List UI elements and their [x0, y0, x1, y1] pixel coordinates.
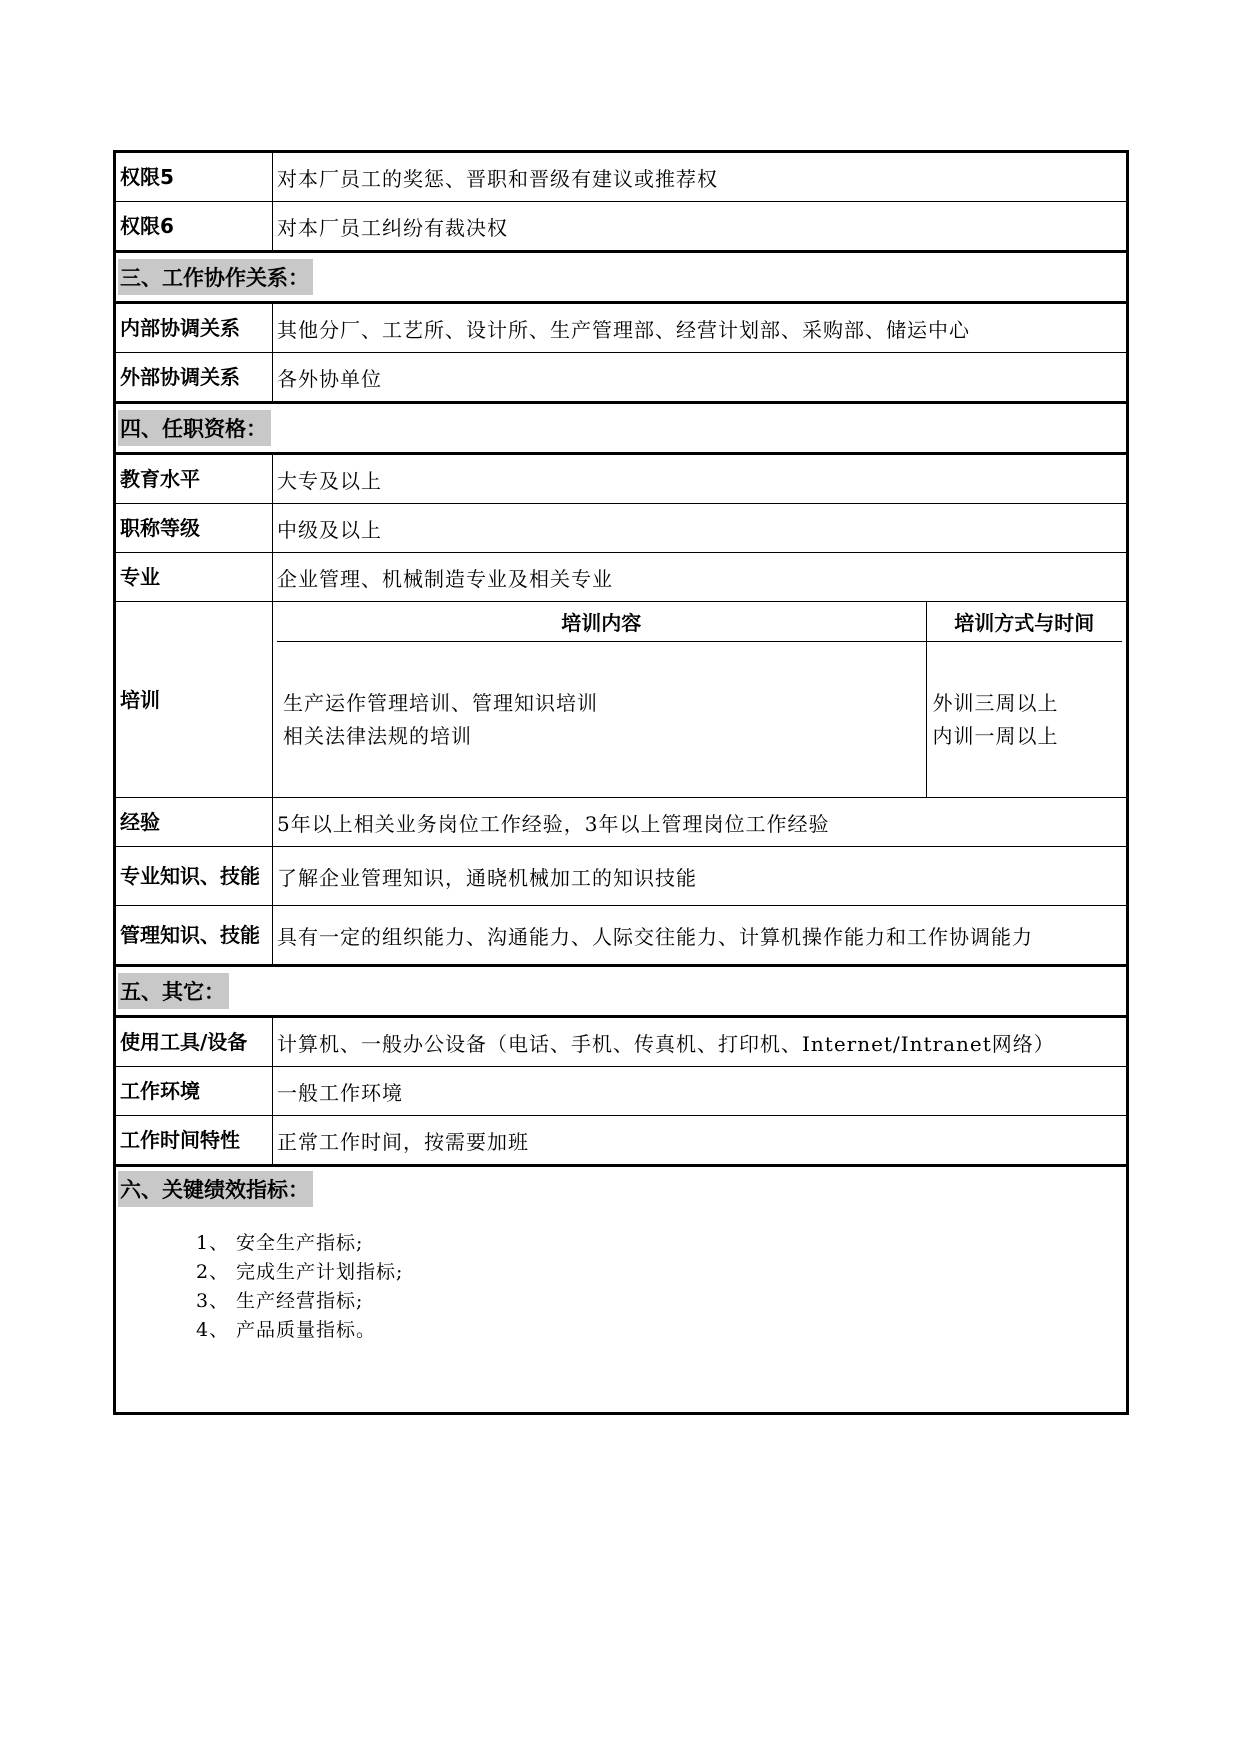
- section-title: 三、工作协作关系：: [118, 259, 313, 295]
- list-item-number: 2、: [196, 1261, 230, 1283]
- row-label: 教育水平: [115, 454, 273, 504]
- list-item-number: 1、: [196, 1232, 230, 1254]
- training-content-cell: [277, 642, 926, 798]
- work-environment-row: [115, 1067, 1128, 1116]
- tools-row: [115, 1017, 1128, 1067]
- row-label: 工作时间特性: [115, 1116, 273, 1166]
- row-label: 职称等级: [115, 504, 273, 553]
- row-label: 培训: [115, 602, 273, 798]
- training-table-cell: [273, 602, 1128, 798]
- row-label: 权限5: [115, 152, 273, 202]
- title-level-row: [115, 504, 1128, 553]
- training-method-line: 外训三周以上: [932, 690, 1059, 715]
- row-label: 工作环境: [115, 1067, 273, 1116]
- row-value: 一般工作环境: [273, 1067, 1128, 1116]
- list-item-number: 4、: [196, 1319, 230, 1341]
- row-label: 外部协调关系: [115, 353, 273, 403]
- education-row: [115, 454, 1128, 504]
- row-label: 使用工具/设备: [115, 1017, 273, 1067]
- training-method-header: 培训方式与时间: [926, 602, 1122, 642]
- row-label: 内部协调关系: [115, 303, 273, 353]
- list-item-text: 生产经营指标;: [236, 1290, 364, 1312]
- section-3-header: [115, 252, 1128, 303]
- authority-6-row: [115, 202, 1128, 252]
- list-item: [196, 1287, 1126, 1316]
- row-value: 企业管理、机械制造专业及相关专业: [273, 553, 1128, 602]
- major-row: [115, 553, 1128, 602]
- list-item: [196, 1258, 1126, 1287]
- list-item-text: 完成生产计划指标;: [236, 1261, 404, 1283]
- document-page: [113, 150, 1129, 1415]
- training-method-line: 内训一周以上: [932, 723, 1059, 748]
- training-table: [277, 602, 1122, 797]
- row-value: 中级及以上: [273, 504, 1128, 553]
- row-label: 专业: [115, 553, 273, 602]
- training-content-line: 生产运作管理培训、管理知识培训: [283, 690, 598, 715]
- section-5-header: [115, 966, 1128, 1017]
- external-coordination-row: [115, 353, 1128, 403]
- training-header-row: [277, 602, 1122, 642]
- row-value: 其他分厂、工艺所、设计所、生产管理部、经营计划部、采购部、储运中心: [273, 303, 1128, 353]
- list-item-number: 3、: [196, 1290, 230, 1312]
- row-value: 了解企业管理知识，通晓机械加工的知识技能: [273, 847, 1128, 906]
- row-value: 计算机、一般办公设备（电话、手机、传真机、打印机、Internet/Intranet网络）: [273, 1017, 1128, 1067]
- row-label: 权限6: [115, 202, 273, 252]
- row-value: 5年以上相关业务岗位工作经验，3年以上管理岗位工作经验: [273, 798, 1128, 847]
- kpi-list: [116, 1229, 1126, 1345]
- row-value: 对本厂员工的奖惩、晋职和晋级有建议或推荐权: [273, 152, 1128, 202]
- job-description-table: [113, 150, 1129, 1415]
- internal-coordination-row: [115, 303, 1128, 353]
- row-value: 大专及以上: [273, 454, 1128, 504]
- professional-skills-row: [115, 847, 1128, 906]
- training-method-cell: [926, 642, 1122, 798]
- training-body-row: [277, 642, 1122, 798]
- row-label: 管理知识、技能: [115, 906, 273, 966]
- training-content-line: 相关法律法规的培训: [283, 723, 472, 748]
- list-item: [196, 1316, 1126, 1345]
- training-content-header: 培训内容: [277, 602, 926, 642]
- training-row: [115, 602, 1128, 798]
- authority-5-row: [115, 152, 1128, 202]
- list-item-text: 安全生产指标;: [236, 1232, 364, 1254]
- section-title: 四、任职资格：: [118, 410, 271, 446]
- work-time-row: [115, 1116, 1128, 1166]
- row-label: 专业知识、技能: [115, 847, 273, 906]
- experience-row: [115, 798, 1128, 847]
- row-label: 经验: [115, 798, 273, 847]
- management-skills-row: [115, 906, 1128, 966]
- row-value: 各外协单位: [273, 353, 1128, 403]
- section-title: 六、关键绩效指标：: [118, 1171, 313, 1207]
- section-4-header: [115, 403, 1128, 454]
- section-6-block: [115, 1166, 1128, 1414]
- section-title: 五、其它：: [118, 973, 229, 1009]
- row-value: 对本厂员工纠纷有裁决权: [273, 202, 1128, 252]
- list-item: [196, 1229, 1126, 1258]
- row-value: 正常工作时间，按需要加班: [273, 1116, 1128, 1166]
- row-value: 具有一定的组织能力、沟通能力、人际交往能力、计算机操作能力和工作协调能力: [273, 906, 1128, 966]
- list-item-text: 产品质量指标。: [236, 1319, 377, 1341]
